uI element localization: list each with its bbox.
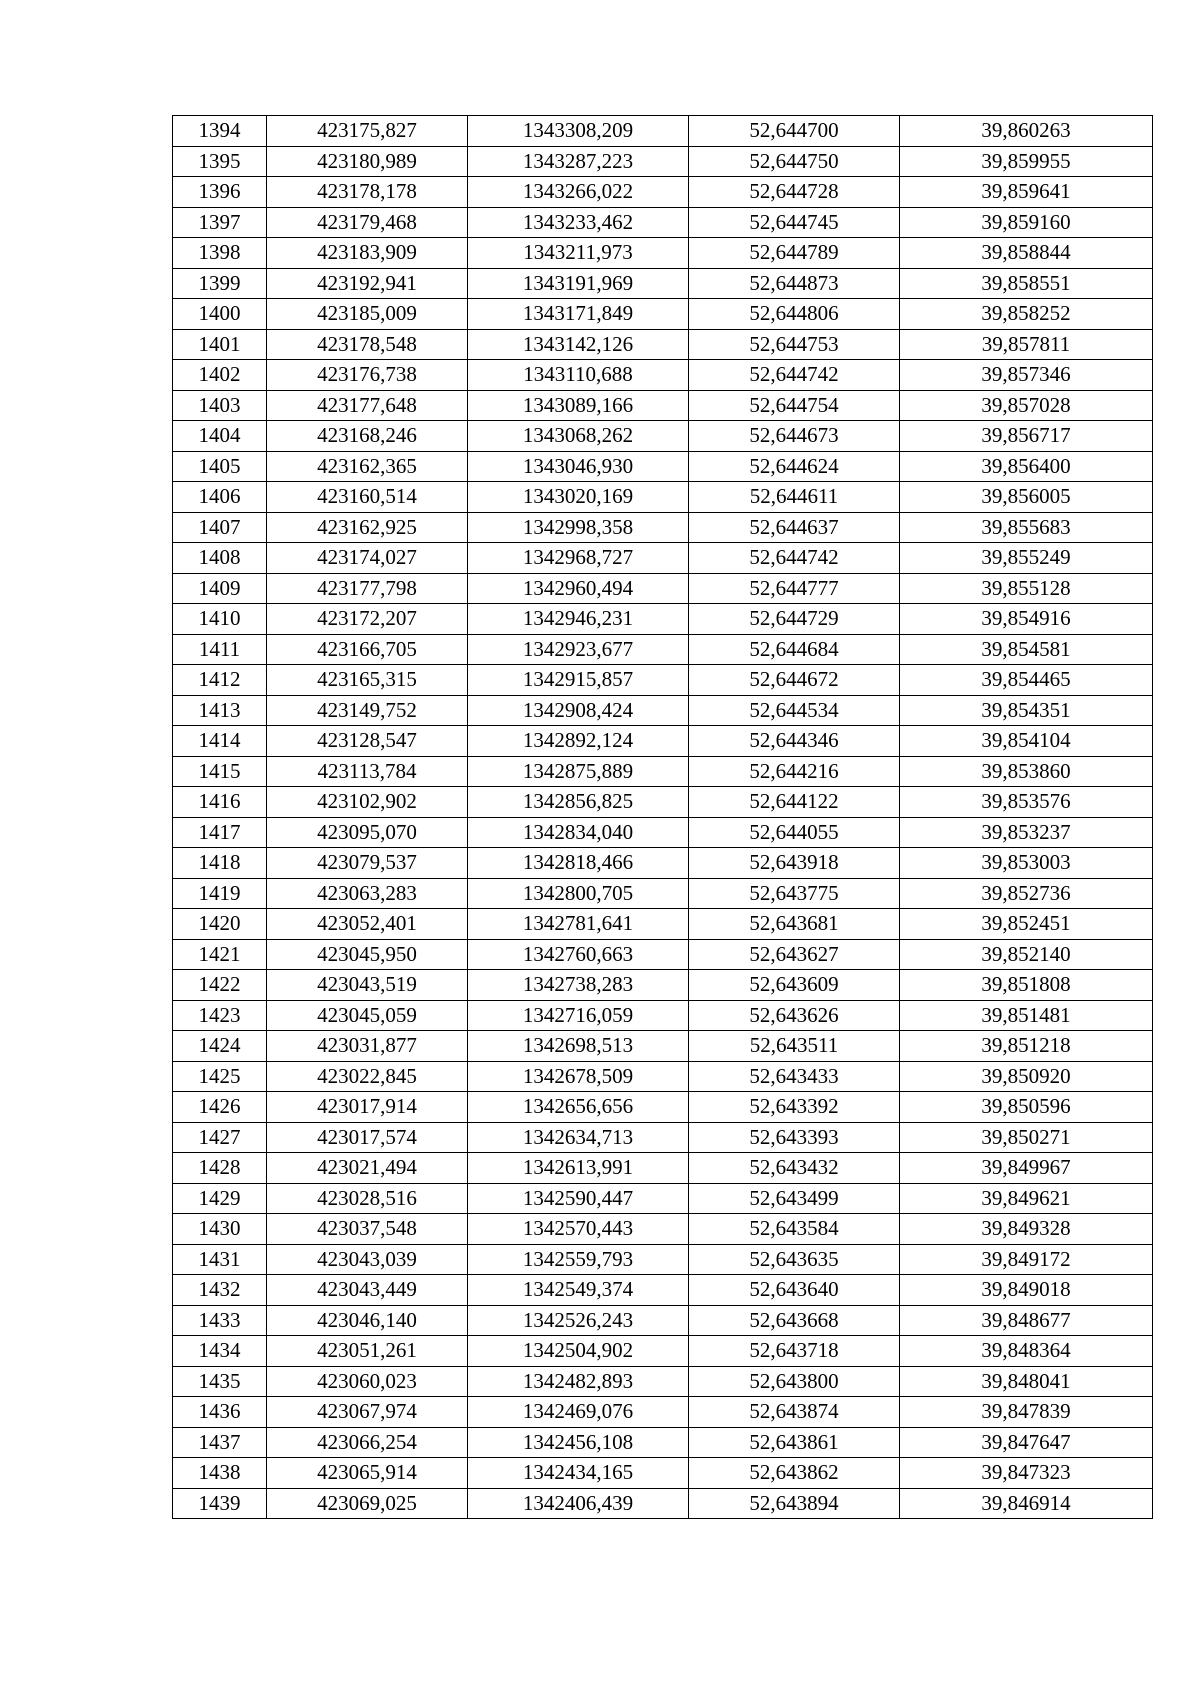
point-number-cell: 1425 bbox=[173, 1061, 267, 1092]
point-number-cell: 1435 bbox=[173, 1366, 267, 1397]
latitude-cell: 52,643800 bbox=[689, 1366, 900, 1397]
latitude-cell: 52,644611 bbox=[689, 482, 900, 513]
point-number-cell: 1434 bbox=[173, 1336, 267, 1367]
point-number-cell: 1406 bbox=[173, 482, 267, 513]
y-coordinate-cell: 1343046,930 bbox=[468, 451, 689, 482]
table-row bbox=[173, 1366, 1153, 1397]
latitude-cell: 52,644216 bbox=[689, 756, 900, 787]
latitude-cell: 52,643668 bbox=[689, 1305, 900, 1336]
latitude-cell: 52,644742 bbox=[689, 360, 900, 391]
x-coordinate-cell: 423022,845 bbox=[267, 1061, 468, 1092]
y-coordinate-cell: 1343068,262 bbox=[468, 421, 689, 452]
point-number-cell: 1408 bbox=[173, 543, 267, 574]
point-number-cell: 1418 bbox=[173, 848, 267, 879]
table-row bbox=[173, 1336, 1153, 1367]
longitude-cell: 39,848677 bbox=[900, 1305, 1153, 1336]
point-number-cell: 1403 bbox=[173, 390, 267, 421]
x-coordinate-cell: 423178,178 bbox=[267, 177, 468, 208]
table-row bbox=[173, 390, 1153, 421]
table-row bbox=[173, 1305, 1153, 1336]
table-row bbox=[173, 1458, 1153, 1489]
y-coordinate-cell: 1342834,040 bbox=[468, 817, 689, 848]
y-coordinate-cell: 1342482,893 bbox=[468, 1366, 689, 1397]
point-number-cell: 1399 bbox=[173, 268, 267, 299]
y-coordinate-cell: 1343110,688 bbox=[468, 360, 689, 391]
y-coordinate-cell: 1343308,209 bbox=[468, 116, 689, 147]
y-coordinate-cell: 1342915,857 bbox=[468, 665, 689, 696]
y-coordinate-cell: 1342923,677 bbox=[468, 634, 689, 665]
point-number-cell: 1414 bbox=[173, 726, 267, 757]
x-coordinate-cell: 423172,207 bbox=[267, 604, 468, 635]
longitude-cell: 39,850271 bbox=[900, 1122, 1153, 1153]
x-coordinate-cell: 423149,752 bbox=[267, 695, 468, 726]
point-number-cell: 1395 bbox=[173, 146, 267, 177]
table-row bbox=[173, 1153, 1153, 1184]
table-row bbox=[173, 482, 1153, 513]
x-coordinate-cell: 423180,989 bbox=[267, 146, 468, 177]
latitude-cell: 52,643635 bbox=[689, 1244, 900, 1275]
x-coordinate-cell: 423165,315 bbox=[267, 665, 468, 696]
table-row bbox=[173, 1061, 1153, 1092]
latitude-cell: 52,643584 bbox=[689, 1214, 900, 1245]
longitude-cell: 39,846914 bbox=[900, 1488, 1153, 1519]
y-coordinate-cell: 1342559,793 bbox=[468, 1244, 689, 1275]
point-number-cell: 1407 bbox=[173, 512, 267, 543]
longitude-cell: 39,853576 bbox=[900, 787, 1153, 818]
latitude-cell: 52,643626 bbox=[689, 1000, 900, 1031]
x-coordinate-cell: 423052,401 bbox=[267, 909, 468, 940]
point-number-cell: 1423 bbox=[173, 1000, 267, 1031]
longitude-cell: 39,849621 bbox=[900, 1183, 1153, 1214]
latitude-cell: 52,643861 bbox=[689, 1427, 900, 1458]
latitude-cell: 52,644789 bbox=[689, 238, 900, 269]
x-coordinate-cell: 423051,261 bbox=[267, 1336, 468, 1367]
y-coordinate-cell: 1343266,022 bbox=[468, 177, 689, 208]
point-number-cell: 1411 bbox=[173, 634, 267, 665]
y-coordinate-cell: 1342698,513 bbox=[468, 1031, 689, 1062]
latitude-cell: 52,643511 bbox=[689, 1031, 900, 1062]
x-coordinate-cell: 423079,537 bbox=[267, 848, 468, 879]
table-row bbox=[173, 604, 1153, 635]
longitude-cell: 39,850596 bbox=[900, 1092, 1153, 1123]
latitude-cell: 52,644754 bbox=[689, 390, 900, 421]
latitude-cell: 52,644729 bbox=[689, 604, 900, 635]
latitude-cell: 52,644745 bbox=[689, 207, 900, 238]
x-coordinate-cell: 423177,798 bbox=[267, 573, 468, 604]
y-coordinate-cell: 1343233,462 bbox=[468, 207, 689, 238]
table-row bbox=[173, 939, 1153, 970]
longitude-cell: 39,849018 bbox=[900, 1275, 1153, 1306]
table-row bbox=[173, 329, 1153, 360]
x-coordinate-cell: 423175,827 bbox=[267, 116, 468, 147]
x-coordinate-cell: 423028,516 bbox=[267, 1183, 468, 1214]
table-row bbox=[173, 146, 1153, 177]
latitude-cell: 52,644122 bbox=[689, 787, 900, 818]
latitude-cell: 52,644684 bbox=[689, 634, 900, 665]
longitude-cell: 39,856717 bbox=[900, 421, 1153, 452]
latitude-cell: 52,644624 bbox=[689, 451, 900, 482]
y-coordinate-cell: 1342590,447 bbox=[468, 1183, 689, 1214]
point-number-cell: 1400 bbox=[173, 299, 267, 330]
latitude-cell: 52,644700 bbox=[689, 116, 900, 147]
longitude-cell: 39,852140 bbox=[900, 939, 1153, 970]
latitude-cell: 52,643775 bbox=[689, 878, 900, 909]
point-number-cell: 1437 bbox=[173, 1427, 267, 1458]
table-row bbox=[173, 1488, 1153, 1519]
point-number-cell: 1424 bbox=[173, 1031, 267, 1062]
point-number-cell: 1404 bbox=[173, 421, 267, 452]
y-coordinate-cell: 1342504,902 bbox=[468, 1336, 689, 1367]
y-coordinate-cell: 1342526,243 bbox=[468, 1305, 689, 1336]
table-row bbox=[173, 451, 1153, 482]
latitude-cell: 52,643894 bbox=[689, 1488, 900, 1519]
x-coordinate-cell: 423046,140 bbox=[267, 1305, 468, 1336]
latitude-cell: 52,644742 bbox=[689, 543, 900, 574]
x-coordinate-cell: 423021,494 bbox=[267, 1153, 468, 1184]
latitude-cell: 52,643393 bbox=[689, 1122, 900, 1153]
longitude-cell: 39,849328 bbox=[900, 1214, 1153, 1245]
point-number-cell: 1422 bbox=[173, 970, 267, 1001]
x-coordinate-cell: 423060,023 bbox=[267, 1366, 468, 1397]
longitude-cell: 39,854104 bbox=[900, 726, 1153, 757]
table-row bbox=[173, 970, 1153, 1001]
longitude-cell: 39,854465 bbox=[900, 665, 1153, 696]
point-number-cell: 1427 bbox=[173, 1122, 267, 1153]
coordinates-table-body bbox=[173, 116, 1153, 1519]
longitude-cell: 39,859641 bbox=[900, 177, 1153, 208]
point-number-cell: 1430 bbox=[173, 1214, 267, 1245]
latitude-cell: 52,644637 bbox=[689, 512, 900, 543]
x-coordinate-cell: 423095,070 bbox=[267, 817, 468, 848]
y-coordinate-cell: 1342738,283 bbox=[468, 970, 689, 1001]
table-row bbox=[173, 1122, 1153, 1153]
longitude-cell: 39,853237 bbox=[900, 817, 1153, 848]
longitude-cell: 39,852736 bbox=[900, 878, 1153, 909]
x-coordinate-cell: 423043,519 bbox=[267, 970, 468, 1001]
y-coordinate-cell: 1343089,166 bbox=[468, 390, 689, 421]
y-coordinate-cell: 1342892,124 bbox=[468, 726, 689, 757]
y-coordinate-cell: 1342456,108 bbox=[468, 1427, 689, 1458]
y-coordinate-cell: 1342818,466 bbox=[468, 848, 689, 879]
x-coordinate-cell: 423045,059 bbox=[267, 1000, 468, 1031]
point-number-cell: 1405 bbox=[173, 451, 267, 482]
x-coordinate-cell: 423017,914 bbox=[267, 1092, 468, 1123]
latitude-cell: 52,643609 bbox=[689, 970, 900, 1001]
longitude-cell: 39,854581 bbox=[900, 634, 1153, 665]
table-row bbox=[173, 268, 1153, 299]
latitude-cell: 52,644873 bbox=[689, 268, 900, 299]
x-coordinate-cell: 423037,548 bbox=[267, 1214, 468, 1245]
point-number-cell: 1429 bbox=[173, 1183, 267, 1214]
point-number-cell: 1412 bbox=[173, 665, 267, 696]
point-number-cell: 1436 bbox=[173, 1397, 267, 1428]
y-coordinate-cell: 1342406,439 bbox=[468, 1488, 689, 1519]
point-number-cell: 1417 bbox=[173, 817, 267, 848]
table-row bbox=[173, 421, 1153, 452]
point-number-cell: 1397 bbox=[173, 207, 267, 238]
table-row bbox=[173, 756, 1153, 787]
x-coordinate-cell: 423066,254 bbox=[267, 1427, 468, 1458]
latitude-cell: 52,643392 bbox=[689, 1092, 900, 1123]
table-row bbox=[173, 1244, 1153, 1275]
table-row bbox=[173, 1031, 1153, 1062]
table-row bbox=[173, 1092, 1153, 1123]
x-coordinate-cell: 423162,925 bbox=[267, 512, 468, 543]
longitude-cell: 39,853003 bbox=[900, 848, 1153, 879]
longitude-cell: 39,851218 bbox=[900, 1031, 1153, 1062]
point-number-cell: 1415 bbox=[173, 756, 267, 787]
table-row bbox=[173, 665, 1153, 696]
latitude-cell: 52,644728 bbox=[689, 177, 900, 208]
table-row bbox=[173, 1000, 1153, 1031]
longitude-cell: 39,858551 bbox=[900, 268, 1153, 299]
longitude-cell: 39,855249 bbox=[900, 543, 1153, 574]
point-number-cell: 1416 bbox=[173, 787, 267, 818]
table-row bbox=[173, 512, 1153, 543]
longitude-cell: 39,854916 bbox=[900, 604, 1153, 635]
longitude-cell: 39,856005 bbox=[900, 482, 1153, 513]
longitude-cell: 39,857346 bbox=[900, 360, 1153, 391]
latitude-cell: 52,644346 bbox=[689, 726, 900, 757]
x-coordinate-cell: 423113,784 bbox=[267, 756, 468, 787]
point-number-cell: 1410 bbox=[173, 604, 267, 635]
point-number-cell: 1433 bbox=[173, 1305, 267, 1336]
table-row bbox=[173, 573, 1153, 604]
latitude-cell: 52,644534 bbox=[689, 695, 900, 726]
point-number-cell: 1421 bbox=[173, 939, 267, 970]
x-coordinate-cell: 423128,547 bbox=[267, 726, 468, 757]
longitude-cell: 39,848364 bbox=[900, 1336, 1153, 1367]
longitude-cell: 39,852451 bbox=[900, 909, 1153, 940]
longitude-cell: 39,859160 bbox=[900, 207, 1153, 238]
latitude-cell: 52,644777 bbox=[689, 573, 900, 604]
point-number-cell: 1396 bbox=[173, 177, 267, 208]
longitude-cell: 39,855683 bbox=[900, 512, 1153, 543]
table-row bbox=[173, 299, 1153, 330]
x-coordinate-cell: 423160,514 bbox=[267, 482, 468, 513]
x-coordinate-cell: 423178,548 bbox=[267, 329, 468, 360]
y-coordinate-cell: 1343211,973 bbox=[468, 238, 689, 269]
y-coordinate-cell: 1342875,889 bbox=[468, 756, 689, 787]
point-number-cell: 1426 bbox=[173, 1092, 267, 1123]
table-row bbox=[173, 1397, 1153, 1428]
y-coordinate-cell: 1343191,969 bbox=[468, 268, 689, 299]
longitude-cell: 39,847323 bbox=[900, 1458, 1153, 1489]
point-number-cell: 1398 bbox=[173, 238, 267, 269]
x-coordinate-cell: 423043,039 bbox=[267, 1244, 468, 1275]
table-row bbox=[173, 726, 1153, 757]
latitude-cell: 52,643627 bbox=[689, 939, 900, 970]
x-coordinate-cell: 423166,705 bbox=[267, 634, 468, 665]
latitude-cell: 52,644673 bbox=[689, 421, 900, 452]
latitude-cell: 52,643918 bbox=[689, 848, 900, 879]
x-coordinate-cell: 423179,468 bbox=[267, 207, 468, 238]
latitude-cell: 52,644672 bbox=[689, 665, 900, 696]
latitude-cell: 52,643681 bbox=[689, 909, 900, 940]
y-coordinate-cell: 1342678,509 bbox=[468, 1061, 689, 1092]
y-coordinate-cell: 1343171,849 bbox=[468, 299, 689, 330]
point-number-cell: 1431 bbox=[173, 1244, 267, 1275]
point-number-cell: 1419 bbox=[173, 878, 267, 909]
y-coordinate-cell: 1342960,494 bbox=[468, 573, 689, 604]
x-coordinate-cell: 423176,738 bbox=[267, 360, 468, 391]
table-row bbox=[173, 116, 1153, 147]
y-coordinate-cell: 1342908,424 bbox=[468, 695, 689, 726]
latitude-cell: 52,643432 bbox=[689, 1153, 900, 1184]
longitude-cell: 39,858252 bbox=[900, 299, 1153, 330]
table-row bbox=[173, 848, 1153, 879]
point-number-cell: 1428 bbox=[173, 1153, 267, 1184]
y-coordinate-cell: 1342570,443 bbox=[468, 1214, 689, 1245]
table-row bbox=[173, 695, 1153, 726]
y-coordinate-cell: 1343142,126 bbox=[468, 329, 689, 360]
y-coordinate-cell: 1342968,727 bbox=[468, 543, 689, 574]
x-coordinate-cell: 423177,648 bbox=[267, 390, 468, 421]
x-coordinate-cell: 423069,025 bbox=[267, 1488, 468, 1519]
y-coordinate-cell: 1342760,663 bbox=[468, 939, 689, 970]
point-number-cell: 1394 bbox=[173, 116, 267, 147]
latitude-cell: 52,644806 bbox=[689, 299, 900, 330]
x-coordinate-cell: 423185,009 bbox=[267, 299, 468, 330]
longitude-cell: 39,847839 bbox=[900, 1397, 1153, 1428]
x-coordinate-cell: 423168,246 bbox=[267, 421, 468, 452]
latitude-cell: 52,643874 bbox=[689, 1397, 900, 1428]
y-coordinate-cell: 1342856,825 bbox=[468, 787, 689, 818]
longitude-cell: 39,859955 bbox=[900, 146, 1153, 177]
table-row bbox=[173, 787, 1153, 818]
table-row bbox=[173, 817, 1153, 848]
x-coordinate-cell: 423045,950 bbox=[267, 939, 468, 970]
table-row bbox=[173, 1427, 1153, 1458]
y-coordinate-cell: 1342656,656 bbox=[468, 1092, 689, 1123]
coordinates-table bbox=[172, 115, 1153, 1519]
longitude-cell: 39,849967 bbox=[900, 1153, 1153, 1184]
point-number-cell: 1439 bbox=[173, 1488, 267, 1519]
x-coordinate-cell: 423067,974 bbox=[267, 1397, 468, 1428]
y-coordinate-cell: 1342434,165 bbox=[468, 1458, 689, 1489]
x-coordinate-cell: 423063,283 bbox=[267, 878, 468, 909]
x-coordinate-cell: 423162,365 bbox=[267, 451, 468, 482]
table-row bbox=[173, 634, 1153, 665]
longitude-cell: 39,860263 bbox=[900, 116, 1153, 147]
longitude-cell: 39,851481 bbox=[900, 1000, 1153, 1031]
latitude-cell: 52,643433 bbox=[689, 1061, 900, 1092]
table-row bbox=[173, 878, 1153, 909]
y-coordinate-cell: 1342998,358 bbox=[468, 512, 689, 543]
y-coordinate-cell: 1342946,231 bbox=[468, 604, 689, 635]
y-coordinate-cell: 1343020,169 bbox=[468, 482, 689, 513]
table-row bbox=[173, 360, 1153, 391]
longitude-cell: 39,853860 bbox=[900, 756, 1153, 787]
x-coordinate-cell: 423065,914 bbox=[267, 1458, 468, 1489]
latitude-cell: 52,643640 bbox=[689, 1275, 900, 1306]
longitude-cell: 39,857028 bbox=[900, 390, 1153, 421]
latitude-cell: 52,643499 bbox=[689, 1183, 900, 1214]
x-coordinate-cell: 423183,909 bbox=[267, 238, 468, 269]
table-row bbox=[173, 207, 1153, 238]
table-row bbox=[173, 177, 1153, 208]
longitude-cell: 39,856400 bbox=[900, 451, 1153, 482]
latitude-cell: 52,644753 bbox=[689, 329, 900, 360]
point-number-cell: 1409 bbox=[173, 573, 267, 604]
x-coordinate-cell: 423192,941 bbox=[267, 268, 468, 299]
table-row bbox=[173, 238, 1153, 269]
longitude-cell: 39,848041 bbox=[900, 1366, 1153, 1397]
latitude-cell: 52,643862 bbox=[689, 1458, 900, 1489]
point-number-cell: 1420 bbox=[173, 909, 267, 940]
y-coordinate-cell: 1342613,991 bbox=[468, 1153, 689, 1184]
x-coordinate-cell: 423043,449 bbox=[267, 1275, 468, 1306]
y-coordinate-cell: 1342716,059 bbox=[468, 1000, 689, 1031]
longitude-cell: 39,858844 bbox=[900, 238, 1153, 269]
y-coordinate-cell: 1342781,641 bbox=[468, 909, 689, 940]
point-number-cell: 1413 bbox=[173, 695, 267, 726]
y-coordinate-cell: 1342469,076 bbox=[468, 1397, 689, 1428]
point-number-cell: 1402 bbox=[173, 360, 267, 391]
longitude-cell: 39,850920 bbox=[900, 1061, 1153, 1092]
y-coordinate-cell: 1343287,223 bbox=[468, 146, 689, 177]
table-row bbox=[173, 1183, 1153, 1214]
longitude-cell: 39,847647 bbox=[900, 1427, 1153, 1458]
table-row bbox=[173, 543, 1153, 574]
x-coordinate-cell: 423031,877 bbox=[267, 1031, 468, 1062]
point-number-cell: 1401 bbox=[173, 329, 267, 360]
y-coordinate-cell: 1342549,374 bbox=[468, 1275, 689, 1306]
table-row bbox=[173, 1214, 1153, 1245]
latitude-cell: 52,644055 bbox=[689, 817, 900, 848]
point-number-cell: 1432 bbox=[173, 1275, 267, 1306]
x-coordinate-cell: 423017,574 bbox=[267, 1122, 468, 1153]
point-number-cell: 1438 bbox=[173, 1458, 267, 1489]
x-coordinate-cell: 423174,027 bbox=[267, 543, 468, 574]
longitude-cell: 39,849172 bbox=[900, 1244, 1153, 1275]
table-row bbox=[173, 909, 1153, 940]
x-coordinate-cell: 423102,902 bbox=[267, 787, 468, 818]
y-coordinate-cell: 1342634,713 bbox=[468, 1122, 689, 1153]
latitude-cell: 52,644750 bbox=[689, 146, 900, 177]
longitude-cell: 39,855128 bbox=[900, 573, 1153, 604]
longitude-cell: 39,854351 bbox=[900, 695, 1153, 726]
longitude-cell: 39,851808 bbox=[900, 970, 1153, 1001]
table-row bbox=[173, 1275, 1153, 1306]
y-coordinate-cell: 1342800,705 bbox=[468, 878, 689, 909]
latitude-cell: 52,643718 bbox=[689, 1336, 900, 1367]
longitude-cell: 39,857811 bbox=[900, 329, 1153, 360]
